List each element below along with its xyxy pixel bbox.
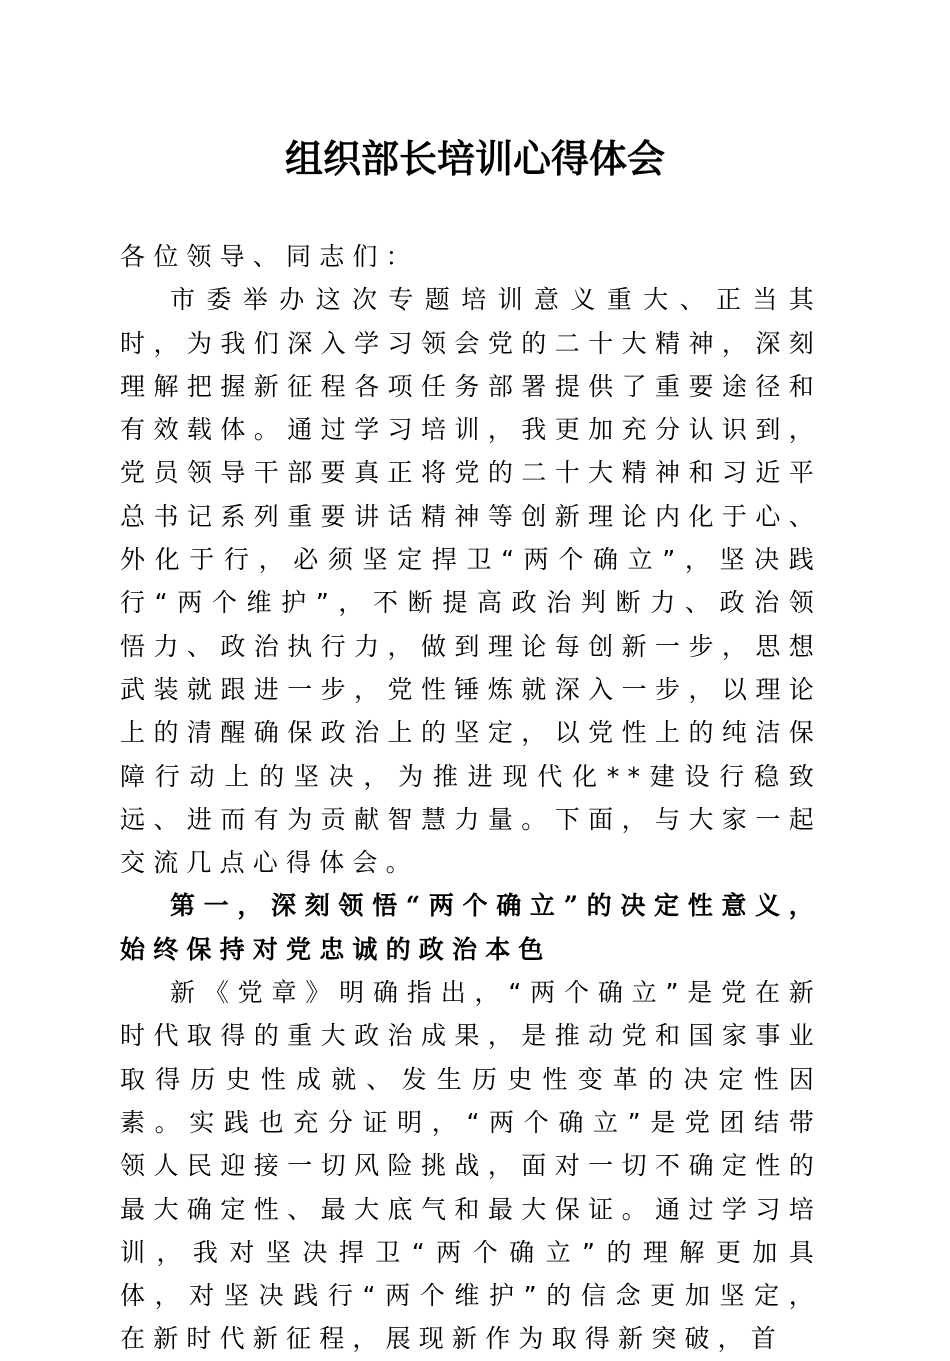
salutation: 各位领导、同志们： xyxy=(120,242,419,271)
intro-paragraph: 市委举办这次专题培训意义重大、正当其时，为我们深入学习领会党的二十大精神，深刻理解把握新征程各项任务部署提供了重要途径和有效载体。通过学习培训，我更加充分认识到，党员领导干部要真正将党的二十大精神和习近平总书记系列重要讲话精神等创新理论内化于心、外化于行，必须坚定捍卫“两个确立”，坚决践行“两个维护”，不断提高政治判断力、政治领悟力、政治执行力，做到理论每创新一步，思想武装就跟进一步，党性锤炼就深入一步，以理论上的清醒确保政治上的坚定，以党性上的纯洁保障行动上的坚决，为推进现代化**建设行稳致远、进而有为贡献智慧力量。下面，与大家一起交流几点心得体会。 xyxy=(120,285,822,878)
section-heading-1: 第一，深刻领悟“两个确立”的决定性意义，始终保持对党忠诚的政治本色 xyxy=(120,891,822,964)
document-body xyxy=(120,235,822,1361)
document-title: 组织部长培训心得体会 xyxy=(284,136,665,181)
section-1-paragraph: 新《党章》明确指出，“两个确立”是党在新时代取得的重大政治成果，是推动党和国家事业取得历史性成就、发生历史性变革的决定性因素。实践也充分证明，“两个确立”是党团结带领人民迎接一切风险挑战，面对一切不确定性的最大确定性、最大底气和最大保证。通过学习培训，我对坚决捍卫“两个确立”的理解更加具体，对坚决践行“两个维护”的信念更加坚定，在新时代新征程，展现新作为取得新突破，首 xyxy=(120,978,822,1354)
